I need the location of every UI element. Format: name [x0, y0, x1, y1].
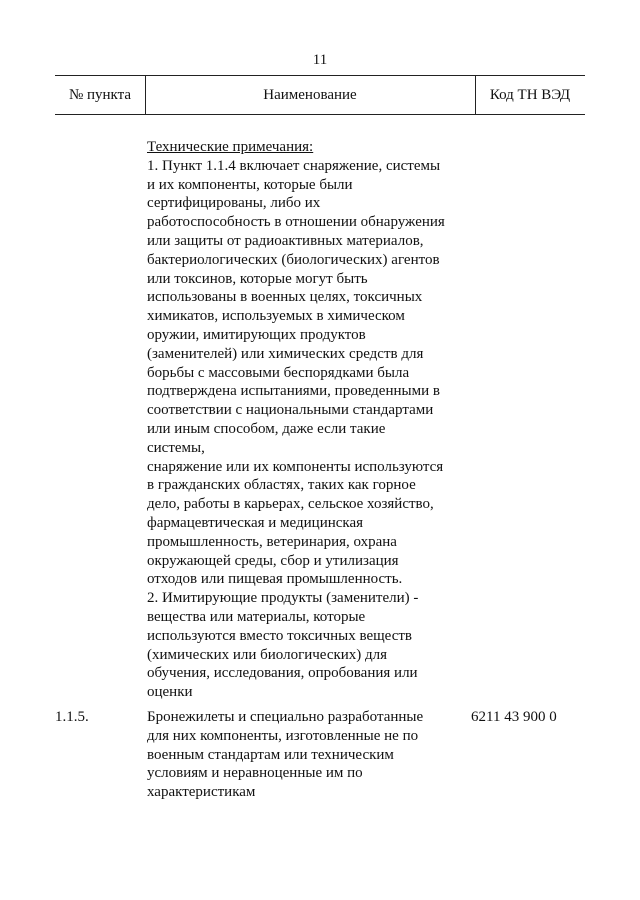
note-line: подтверждена испытаниями, проведенными в: [147, 383, 440, 400]
note-line: сертифицированы, либо их: [147, 195, 321, 212]
note-line: окружающей среды, сбор и утилизация: [147, 552, 399, 569]
item-code: 6211 43 900 0: [471, 709, 557, 725]
note-line: работоспособность в отношении обнаружения: [147, 214, 445, 231]
note-line: или защиты от радиоактивных материалов,: [147, 232, 424, 249]
note-line: (химических или биологических) для: [147, 646, 388, 663]
note-line: или иным способом, даже если такие: [147, 420, 386, 437]
note-line: оружии, имитирующих продуктов: [147, 326, 366, 343]
item-name-line: для них компоненты, изготовленные не по: [147, 727, 419, 744]
note-line: в гражданских областях, таких как горное: [147, 477, 416, 494]
header-name: Наименование: [263, 87, 357, 103]
note-line: химикатов, используемых в химическом: [147, 308, 405, 325]
technical-notes: [147, 138, 477, 702]
note-line: борьбы с массовыми беспорядками была: [147, 364, 410, 381]
item-name-line: условиям и неравноценные им по: [147, 765, 363, 782]
technical-notes-title: Технические примечания:: [147, 139, 314, 155]
note-line: соответствии с национальными стандартами: [147, 402, 434, 419]
note-line: обучения, исследования, опробования или: [147, 665, 418, 682]
note-line: использованы в военных целях, токсичных: [147, 289, 423, 306]
note-line: системы,: [147, 439, 205, 456]
item-name: [147, 708, 467, 802]
note-line: используются вместо токсичных веществ: [147, 627, 413, 644]
note-line: бактериологических (биологических) агентов: [147, 251, 440, 268]
header-item-number: № пункта: [68, 87, 132, 103]
note-line: снаряжение или их компоненты используются: [147, 458, 444, 475]
table-header: [55, 75, 585, 115]
note-line: 2. Имитирующие продукты (заменители) -: [147, 590, 419, 607]
note-line: 1. Пункт 1.1.4 включает снаряжение, системы: [147, 157, 441, 174]
item-number: 1.1.5.: [55, 709, 89, 725]
page-number: 11: [312, 52, 328, 68]
note-line: фармацевтическая и медицинская: [147, 514, 364, 531]
item-name-line: военным стандартам или техническим: [147, 746, 394, 763]
note-line: оценки: [147, 684, 193, 701]
note-line: промышленность, ветеринария, охрана: [147, 533, 397, 550]
note-line: отходов или пищевая промышленность.: [147, 571, 403, 588]
note-line: дело, работы в карьерах, сельское хозяйство,: [147, 496, 434, 513]
item-name-line: характеристикам: [147, 784, 256, 801]
note-line: и их компоненты, которые были: [147, 176, 353, 193]
note-line: или токсинов, которые могут быть: [147, 270, 368, 287]
note-line: (заменителей) или химических средств для: [147, 345, 424, 362]
item-name-line: Бронежилеты и специально разработанные: [147, 709, 424, 725]
header-code: Код ТН ВЭД: [489, 87, 571, 103]
note-line: вещества или материалы, которые: [147, 608, 366, 625]
